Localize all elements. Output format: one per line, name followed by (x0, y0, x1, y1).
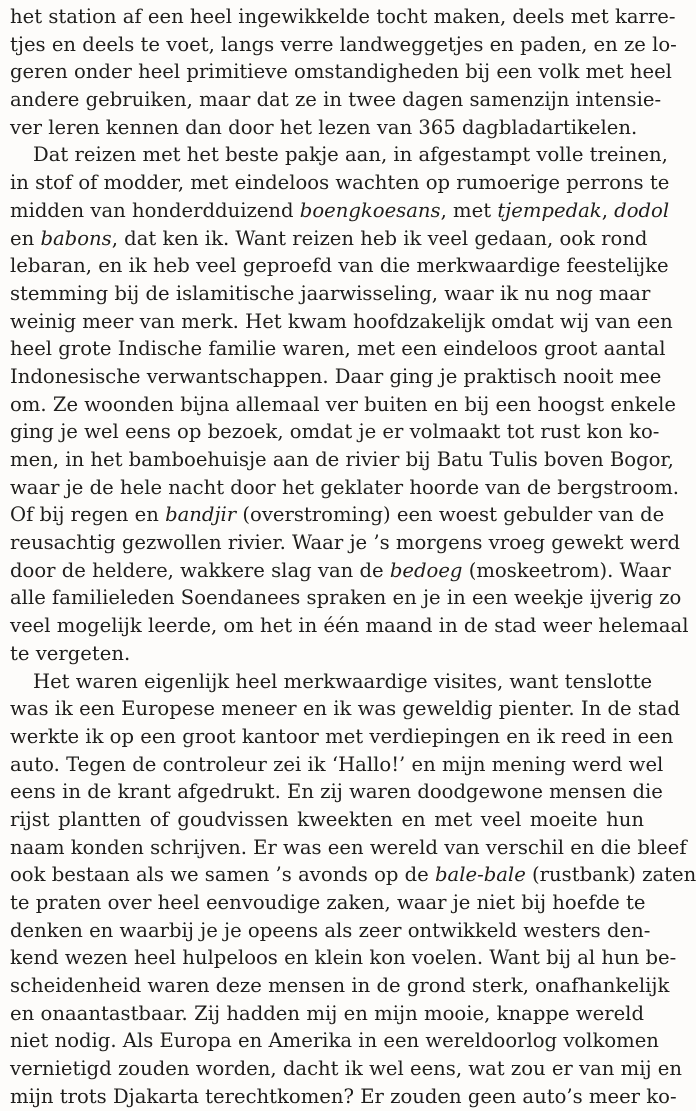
italic-term: bedoeg (389, 558, 463, 582)
text-segment: geren onder heel primitieve omstandigheden bij een volk met heel (10, 60, 672, 84)
text-line (10, 225, 648, 253)
text-segment: te praten over heel eenvoudige zaken, waar je niet bij hoefde te (10, 891, 646, 914)
text-line (10, 889, 644, 917)
text-segment: alle familieleden Soendanees spraken en je in een weekje ijverig zo (10, 586, 682, 610)
body-text (10, 3, 696, 1111)
text-segment: eens in de krant afgedrukt. En zij waren doodgewone mensen die (10, 780, 663, 804)
paragraph (10, 668, 696, 1111)
text-line (10, 944, 677, 972)
text-line (10, 640, 644, 668)
text-line (10, 612, 689, 640)
text-line (10, 474, 680, 502)
text-segment: andere gebruiken, maar dat ze in twee dagen samenzijn intensie- (10, 88, 662, 112)
text-line (10, 169, 670, 197)
text-segment: door de heldere, wakkere slag van de (10, 558, 390, 582)
text-line (10, 114, 644, 142)
text-line (10, 1027, 659, 1055)
text-line (10, 529, 681, 557)
text-line (10, 1083, 677, 1111)
text-segment: midden van honderdduizend (10, 198, 300, 222)
paragraph (10, 141, 689, 667)
text-segment: mijn trots Djakarta terechtkomen? Er zouden geen auto’s meer ko- (10, 1084, 677, 1108)
text-segment: , dat ken ik. Want reizen heb ik veel gedaan, ook rond (111, 226, 648, 250)
text-line (10, 197, 670, 225)
text-line (10, 834, 687, 862)
text-segment: niet nodig. Als Europa en Amerika in een wereldoorlog volkomen (10, 1029, 659, 1053)
text-segment: heel grote Indische familie waren, met een eindeloos groot aantal (10, 337, 666, 361)
text-segment: ver leren kennen dan door het lezen van 365 dagbladartikelen. (10, 115, 638, 139)
text-line (10, 695, 680, 723)
text-line (10, 31, 677, 59)
text-line (10, 391, 676, 419)
text-line (10, 751, 664, 779)
text-segment: Of bij regen en (10, 503, 166, 527)
text-segment: Het waren eigenlijk heel merkwaardige visites, want tenslotte (33, 669, 653, 693)
text-line (10, 58, 672, 86)
text-line (10, 917, 651, 945)
italic-term: babons (40, 226, 112, 250)
text-line (10, 252, 669, 280)
text-segment: (overstroming) een woest gebulder van de (236, 503, 665, 527)
text-line (10, 363, 662, 391)
text-line (10, 141, 668, 169)
text-segment: het station af een heel ingewikkelde tocht maken, deels met karre- (10, 5, 676, 28)
text-segment: en onaantastbaar. Zij hadden mij en mijn mooie, knappe wereld (10, 1001, 644, 1025)
text-segment: en (10, 226, 41, 250)
text-line (10, 86, 662, 114)
text-segment: Dat reizen met het beste pakje aan, in afgestampt volle treinen, (33, 143, 668, 167)
text-line (10, 501, 665, 529)
text-segment: te vergeten. (10, 641, 131, 665)
text-line (10, 418, 660, 446)
text-line (10, 723, 674, 751)
text-segment: tjes en deels te voet, langs verre landweggetjes en paden, en ze lo- (10, 32, 677, 56)
text-segment: scheidenheid waren deze mensen in de grond sterk, onafhankelijk (10, 974, 670, 998)
text-line (10, 778, 663, 806)
text-segment: naam konden schrijven. Er was een wereld van verschil en die bleef (10, 835, 687, 859)
text-line (10, 972, 670, 1000)
text-line (10, 584, 682, 612)
text-segment: rijst plantten of goudvissen kweekten en met veel moeite hun (10, 807, 644, 831)
text-segment: (moskeetrom). Waar (462, 558, 671, 582)
italic-term: boengkoesans (299, 198, 441, 222)
text-line (10, 335, 666, 363)
text-line (10, 280, 651, 308)
italic-term: bandjir (165, 503, 237, 527)
text-line (10, 1000, 644, 1028)
text-segment: ging je wel eens op bezoek, omdat je er volmaakt tot rust kon ko- (10, 420, 660, 444)
text-line (10, 446, 674, 474)
text-segment: stemming bij de islamitische jaarwisseling, waar ik nu nog maar (10, 281, 651, 305)
text-line (10, 308, 673, 336)
text-segment: kend wezen heel hulpeloos en klein kon voelen. Want bij al hun be- (10, 946, 677, 970)
text-segment: werkte ik op een groot kantoor met verdiepingen en ik reed in een (10, 724, 674, 748)
text-segment: men, in het bamboehuisje aan de rivier bij Batu Tulis boven Bogor, (10, 448, 674, 471)
italic-term: bale-bale (435, 863, 526, 887)
text-line (10, 861, 696, 889)
text-line (10, 668, 653, 696)
text-segment: waar je de hele nacht door het geklater hoorde van de bergstroom. (10, 475, 680, 499)
text-segment: vernietigd zouden worden, dacht ik wel eens, wat zou er van mij en (10, 1057, 682, 1081)
text-line (10, 1055, 682, 1083)
text-segment: was ik een Europese meneer en ik was geweldig pienter. In de stad (10, 697, 680, 721)
text-segment: denken en waarbij je je opeens als zeer ontwikkeld westers den- (10, 918, 651, 942)
text-segment: weinig meer van merk. Het kwam hoofdzakelijk omdat wij van een (10, 309, 673, 333)
italic-term: tjempedak (497, 198, 602, 222)
text-line (10, 3, 676, 31)
paragraph (10, 3, 677, 141)
text-segment: veel mogelijk leerde, om het in één maand in de stad weer helemaal (10, 614, 689, 638)
text-line (10, 557, 671, 585)
text-segment: in stof of modder, met eindeloos wachten op rumoerige perrons te (10, 171, 670, 195)
text-segment: om. Ze woonden bijna allemaal ver buiten en bij een hoogst enkele (10, 392, 676, 416)
text-segment: , met (440, 198, 498, 222)
text-segment: , (601, 198, 615, 222)
italic-term: dodol (614, 198, 670, 222)
text-segment: reusachtig gezwollen rivier. Waar je ’s morgens vroeg gewekt werd (10, 531, 681, 555)
text-segment: ook bestaan als we samen ’s avonds op de (10, 863, 435, 887)
text-segment: auto. Tegen de controleur zei ik ‘Hallo!’ en mijn mening werd wel (10, 752, 664, 776)
text-segment: Indonesische verwantschappen. Daar ging je praktisch nooit mee (10, 364, 662, 388)
text-segment: (rustbank) zaten (525, 863, 696, 887)
text-line (10, 806, 644, 834)
text-segment: lebaran, en ik heb veel geproefd van die merkwaardige feestelijke (10, 254, 669, 278)
